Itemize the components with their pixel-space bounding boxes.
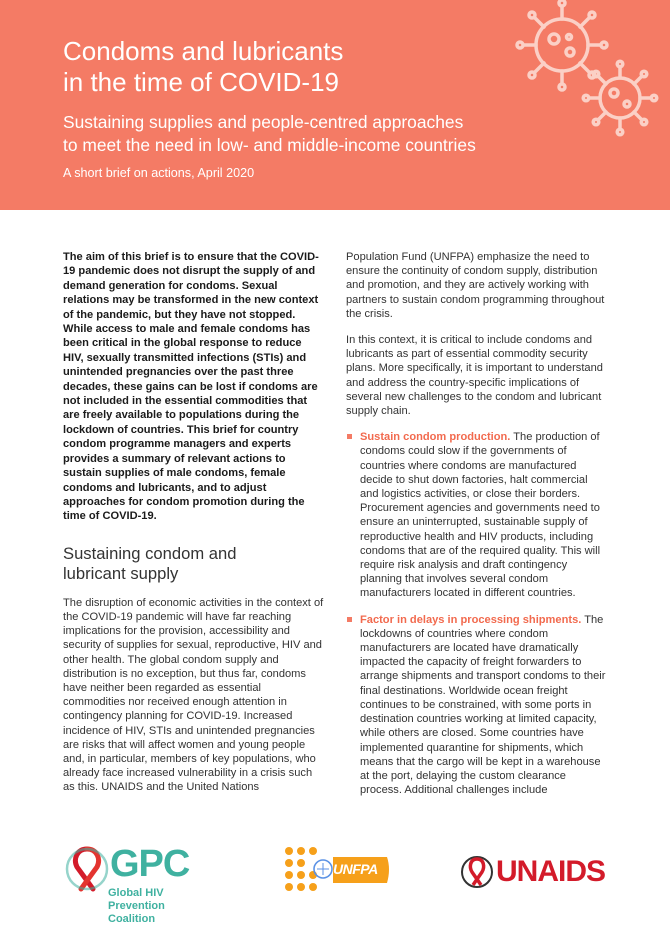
unaids-wordmark: UNAIDS (496, 855, 606, 888)
body-paragraph: The disruption of economic activities in the context of the COVID-19 pandemic will have far reaching implications for the provision, accessibility and security of supplies for sexual, reproductive, HIV and other health. The global condom supply and distribution is no exception, but thus far, condoms have neither been regarded as essential commodities nor received enough attention in contingency planning for COVID-19. Increased incidence of HIV, STIs and unintended pregnancies are risks that will affect women and young people and, in particular, members of key populations, who already face increased vulnerability in a crisis such as this. UNAIDS and the United Nations (63, 596, 324, 794)
body-paragraph: In this context, it is critical to include condoms and lubricants as part of essential commodity security plans. More specifically, it is important to understand and address the country-specific implications of several new challenges to the condom and lubricant supply chain. (346, 334, 603, 418)
header-banner (0, 0, 670, 210)
gpc-caption: Global HIV Prevention Coalition (108, 887, 165, 925)
document-title: Condoms and lubricants in the time of COVID-19 (63, 36, 344, 97)
brief-date: A short brief on actions, April 2020 (63, 166, 255, 180)
list-item-lead: Sustain condom production. (360, 431, 511, 444)
red-ribbon-icon (63, 845, 111, 893)
list-item-text: The production of condoms could slow if the governments of countries where condoms are manufactured decide to shut down factories, halt commercial and logistics activities, or close their borders. Procurement agencies and governments need to ensure an uninterrupted, sustainable supply of reproductive health and HIV products, including condoms that are of the required quality. This will require risk analysis and draft contingency planning that involves several condom manufacturers located in different countries. (360, 431, 601, 600)
unaids-emblem-icon (460, 855, 494, 889)
unaids-logo (460, 855, 610, 895)
gpc-wordmark: GPC (110, 843, 190, 885)
partner-logos (0, 830, 670, 947)
unfpa-logo (283, 843, 393, 903)
document-subtitle: Sustaining supplies and people-centred approaches to meet the need in low- and middle-income countries (63, 112, 476, 155)
virus-icon (500, 0, 670, 160)
bullet-square-icon (347, 617, 352, 622)
intro-paragraph: The aim of this brief is to ensure that the COVID-19 pandemic does not disrupt the supply of and demand generation for condoms. Sexual relations may be transformed in the new context of the pandemic, but they have not stopped. While access to male and female condoms has been critical in the global response to reduce HIV, sexually transmitted infections (STIs) and unintended pregnancies over the past three decades, these gains can be lost if condoms are not included in the essential commodities that are freely available to populations during the lockdown of countries. This brief for country condom programme managers and experts provides a summary of relevant actions to sustain supplies of male condoms, female condoms and lubricants, and to adjust approaches for condom promotion during the time of COVID-19. (63, 251, 319, 523)
action-list (346, 430, 608, 797)
body-paragraph-continued: Population Fund (UNFPA) emphasize the need to ensure the continuity of condom supply, distribution and promotion, and they are actively working with partners to sustain condom programming throughout the crisis. (346, 251, 605, 320)
left-column (63, 250, 325, 807)
list-item-lead: Factor in delays in processing shipments. (360, 613, 582, 626)
unfpa-wordmark: UNFPA (333, 861, 378, 877)
gpc-logo (63, 845, 213, 935)
bullet-square-icon (347, 434, 352, 439)
list-item (346, 430, 608, 600)
right-column (346, 250, 608, 809)
list-item (346, 613, 608, 798)
list-item-text: The lockdowns of countries where condom manufacturers are located have dramatically impacted the capacity of freight forwarders to arrange shipments and transport condoms to their final destinations. Worldwide ocean freight continues to be constrained, with some ports in destination countries working at limited capacity, while others are closed. Some countries have implemented quarantine for shipments, which means that the cargo will be kept in a warehouse at the port, delaying the custom clearance process. Additional challenges include (360, 613, 606, 797)
section-heading: Sustaining condom and lubricant supply (63, 543, 237, 584)
